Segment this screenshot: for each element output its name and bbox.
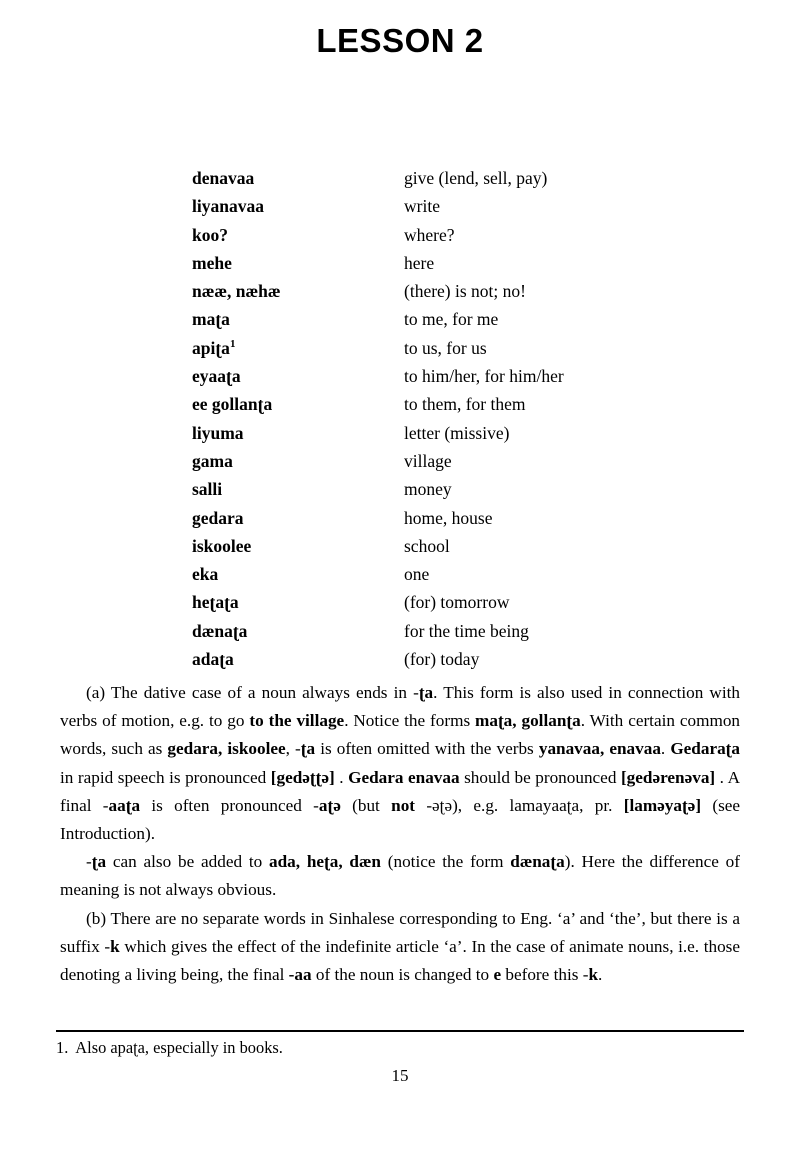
vocabulary-gloss: one	[404, 564, 430, 585]
vocabulary-term: heʈaʈa	[192, 592, 239, 613]
paragraph-a: (a) The dative case of a noun always ends in -ʈa. This form is also used in connection with verbs of motion, e.g. to go to the village. Notice the forms maʈa, gollanʈa. With certain common words, such as gedara, iskoolee, -ʈa is often omitted with the verbs yanavaa, enavaa. Gedaraʈa in rapid speech is pronounced [gedəʈʈə] . Gedara enavaa should be pronounced [gedərenəva] . A final -aaʈa is often pronounced -aʈə (but not -əʈə), e.g. lamayaaʈa, pr. [laməyaʈə] (see Introduction).	[60, 683, 741, 844]
vocabulary-gloss: to them, for them	[404, 394, 526, 415]
vocabulary-row	[192, 225, 612, 253]
vocabulary-row	[192, 366, 612, 394]
vocabulary-gloss: here	[404, 252, 435, 273]
vocabulary-term	[192, 338, 404, 359]
vocabulary-gloss: village	[404, 450, 452, 471]
footnote-number: 1.	[56, 1038, 69, 1057]
vocabulary-row	[192, 338, 612, 366]
vocabulary-gloss: for the time being	[404, 620, 529, 641]
vocabulary-gloss: (for) tomorrow	[404, 592, 510, 613]
vocabulary-row	[192, 281, 612, 309]
footnote-text: Also apaʈa, especially in books.	[75, 1038, 283, 1057]
footnote	[56, 1036, 746, 1060]
vocabulary-term: adaʈa	[192, 649, 234, 670]
vocabulary-gloss: to me, for me	[404, 309, 499, 330]
vocabulary-gloss: (there) is not; no!	[404, 281, 526, 302]
body-text	[60, 679, 740, 989]
paragraph-a-label: (a)	[86, 683, 106, 702]
vocabulary-term: eka	[192, 564, 219, 585]
vocabulary-term: iskoolee	[192, 535, 252, 556]
page-title: LESSON 2	[316, 22, 484, 59]
vocabulary-term: liyanavaa	[192, 196, 264, 217]
vocabulary-gloss: letter (missive)	[404, 422, 510, 443]
vocabulary-row	[192, 564, 612, 592]
vocabulary-row	[192, 309, 612, 337]
vocabulary-term: denavaa	[192, 168, 255, 188]
vocabulary-row	[192, 394, 612, 422]
vocabulary-gloss: to him/her, for him/her	[404, 366, 564, 387]
vocabulary-row	[192, 592, 612, 620]
vocabulary-gloss: where?	[404, 224, 455, 245]
vocabulary-term: dænaʈa	[192, 620, 248, 641]
vocabulary-term: ee gollanʈa	[192, 394, 273, 415]
vocabulary-row	[192, 168, 612, 196]
vocabulary-gloss: give (lend, sell, pay)	[404, 168, 548, 188]
footnote-reference: 1	[229, 337, 236, 350]
vocabulary-gloss: school	[404, 535, 450, 556]
vocabulary-row	[192, 621, 612, 649]
vocabulary-gloss: (for) today	[404, 649, 480, 670]
vocabulary-term: gama	[192, 450, 233, 471]
vocabulary-term-text: apiʈa	[192, 337, 230, 358]
vocabulary-gloss: home, house	[404, 507, 493, 528]
vocabulary-term: maʈa	[192, 309, 230, 330]
vocabulary-term: nææ, næhæ	[192, 281, 281, 302]
vocabulary-row	[192, 536, 612, 564]
vocabulary-row	[192, 253, 612, 281]
paragraph-b: (b) There are no separate words in Sinhalese corresponding to Eng. ‘a’ and ‘the’, but there is a suffix -k which gives the effect of the indefinite article ‘a’. In the case of animate nouns, i.e. those denoting a living being, the final -aa of the noun is changed to e before this -k.	[60, 908, 741, 985]
vocabulary-term: gedara	[192, 507, 244, 528]
vocabulary-gloss: money	[404, 479, 452, 500]
paragraph-a-continued: -ʈa can also be added to ada, heʈa, dæn (notice the form dænaʈa). Here the difference of meaning is not always obvious.	[60, 852, 740, 900]
vocabulary-row	[192, 451, 612, 479]
vocabulary-row	[192, 649, 612, 677]
vocabulary-term: mehe	[192, 252, 232, 273]
vocabulary-row	[192, 196, 612, 224]
vocabulary-gloss: write	[404, 196, 440, 217]
vocabulary-row	[192, 479, 612, 507]
footnote-separator	[56, 1030, 744, 1032]
vocabulary-term: liyuma	[192, 422, 244, 443]
page-number: 15	[391, 1066, 409, 1085]
vocabulary-term: koo?	[192, 224, 228, 245]
vocabulary-row	[192, 423, 612, 451]
paragraph-b-label: (b)	[86, 908, 107, 928]
vocabulary-row	[192, 508, 612, 536]
vocabulary-list	[192, 168, 612, 677]
vocabulary-term: eyaaʈa	[192, 366, 241, 387]
vocabulary-gloss: to us, for us	[404, 337, 487, 358]
vocabulary-term: salli	[192, 479, 223, 500]
